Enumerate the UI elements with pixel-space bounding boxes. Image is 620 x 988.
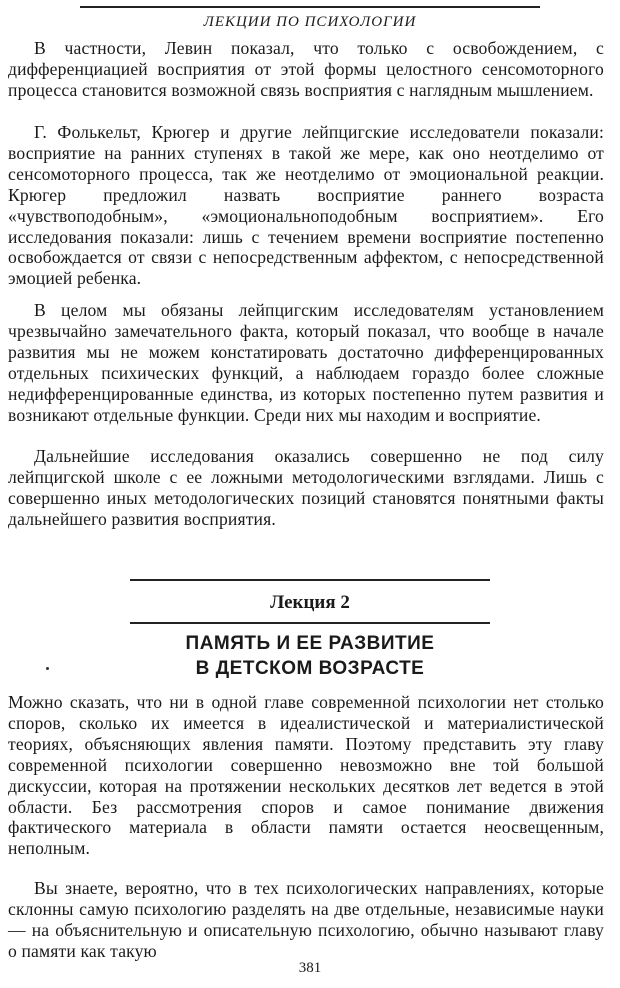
paragraph-psychology-directions: Вы знаете, вероятно, что в тех психологических направлениях, которые склонны самую психологию разделять на две отдельные, независимые науки — на объяснительную и описательную психологию, обычно называют главу о памяти как такую (8, 878, 604, 961)
paragraph-levin: В частности, Левин показал, что только с освобождением, с дифференциацией восприятия от этой формы целостного сенсомоторного процесса становится возможной связь восприятия с наглядным мышлением. (8, 38, 604, 100)
paragraph-volkelt-kruger: Г. Фолькельт, Крюгер и другие лейпцигские исследователи показали: восприятие на ранних ступенях в такой же мере, как оно неотделимо от сенсомоторного процесса, так же неотделимо от эмоциональной реакции. Крюгер предложил назвать восприятие раннего возраста «чувствоподобным», «эмоциональноподобным восприятием». Его исследования показали: лишь с течением времени восприятие постепенно освобождается от связи с непосредственным аффектом, с непосредственной эмоцией ребенка. (8, 122, 604, 289)
chapter-title-line-2: В ДЕТСКОМ ВОЗРАСТЕ (195, 658, 425, 679)
page-number: 381 (298, 960, 322, 976)
lecture-rule-top (130, 579, 490, 581)
lecture-number: Лекция 2 (270, 592, 350, 613)
paragraph-leipzig-school: В целом мы обязаны лейпцигским исследователям установлением чрезвычайно замечательного факта, который показал, что вообще в начале развития мы не можем констатировать достаточно дифференцированных отдельных психических функций, а наблюдаем гораздо более сложные недифференцированные единства, из которых постепенно путем развития и возникают отдельные функции. Среди них мы находим и восприятие. (8, 300, 604, 425)
paragraph-memory-intro: Можно сказать, что ни в одной главе современной психологии нет столько споров, сколько их имеется в идеалистической и материалистической теориях, объясняющих явления памяти. Поэтому представить эту главу современной психологии совершенно невозможно вне той большой дискуссии, которая на протяжении нескольких десятков лет ведется в этой области. Без рассмотрения споров и самое понимание движения фактического материала в области памяти остается неосвещенным, неполным. (8, 692, 604, 859)
paragraph-further-research: Дальнейшие исследования оказались совершенно не под силу лейпцигской школе с ее ложными методологическими взглядами. Лишь с совершенно иных методологических позиций становятся понятными факты дальнейшего развития восприятия. (8, 446, 604, 529)
lecture-rule-bottom (130, 622, 490, 624)
chapter-title-line-1: ПАМЯТЬ И ЕЕ РАЗВИТИЕ (185, 633, 435, 654)
running-head: ЛЕКЦИИ ПО ПСИХОЛОГИИ (203, 14, 417, 30)
header-rule (80, 6, 540, 8)
